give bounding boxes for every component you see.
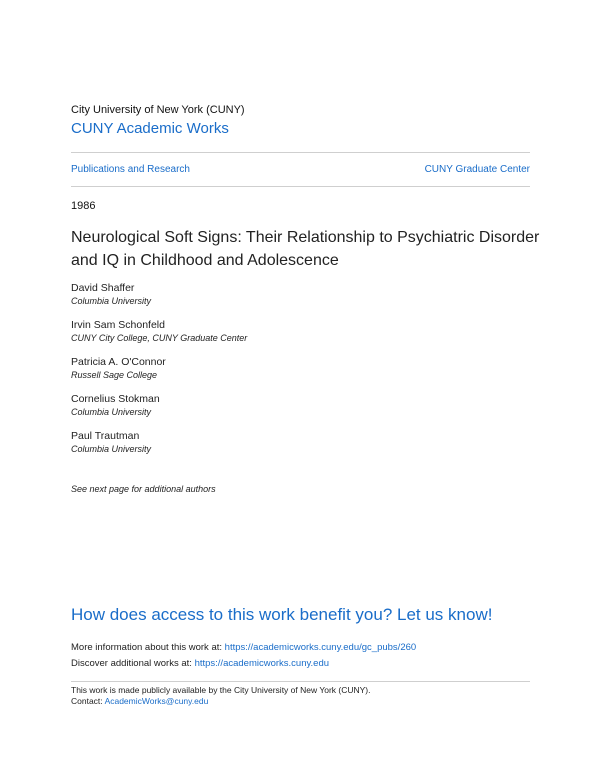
more-info-label: More information about this work at: [71,642,223,653]
author-affiliation: Columbia University [71,407,152,417]
author-entry [71,430,247,456]
feedback-link[interactable]: How does access to this work benefit you? Let us know! [71,605,493,624]
author-entry [71,356,247,382]
author-name: Patricia A. O'Connor [71,356,166,368]
discover-label: Discover additional works at: [71,658,192,669]
graduate-center-link[interactable]: CUNY Graduate Center [424,164,530,175]
more-info-line [71,642,416,653]
contact-email[interactable]: AcademicWorks@cuny.edu [104,696,209,706]
author-entry [71,319,247,345]
author-name: David Shaffer [71,282,135,294]
organization-name: City University of New York (CUNY) [71,104,245,116]
divider-footer [71,681,530,682]
availability-notice: This work is made publicly available by the City University of New York (CUNY). [71,685,371,695]
contact-line [71,696,208,706]
author-entry [71,393,247,419]
author-name: Irvin Sam Schonfeld [71,319,165,331]
author-name: Cornelius Stokman [71,393,160,405]
see-next-note: See next page for additional authors [71,484,216,494]
author-entry [71,282,247,308]
author-affiliation: CUNY City College, CUNY Graduate Center [71,333,248,343]
repository-name[interactable]: CUNY Academic Works [71,120,229,137]
author-name: Paul Trautman [71,430,140,442]
paper-title: Neurological Soft Signs: Their Relationship to Psychiatric Disorder and IQ in Childhood and Adolescence [71,229,540,269]
discover-line [71,658,329,669]
more-info-url[interactable]: https://academicworks.cuny.edu/gc_pubs/260 [224,642,417,653]
author-affiliation: Columbia University [71,296,152,306]
divider-nav [71,186,530,187]
author-affiliation: Columbia University [71,444,152,454]
publication-year: 1986 [71,200,96,212]
author-affiliation: Russell Sage College [71,370,158,380]
author-list [71,282,247,467]
divider-top [71,152,530,153]
discover-url[interactable]: https://academicworks.cuny.edu [194,658,330,669]
contact-label: Contact: [71,696,103,706]
publications-link[interactable]: Publications and Research [71,164,190,175]
